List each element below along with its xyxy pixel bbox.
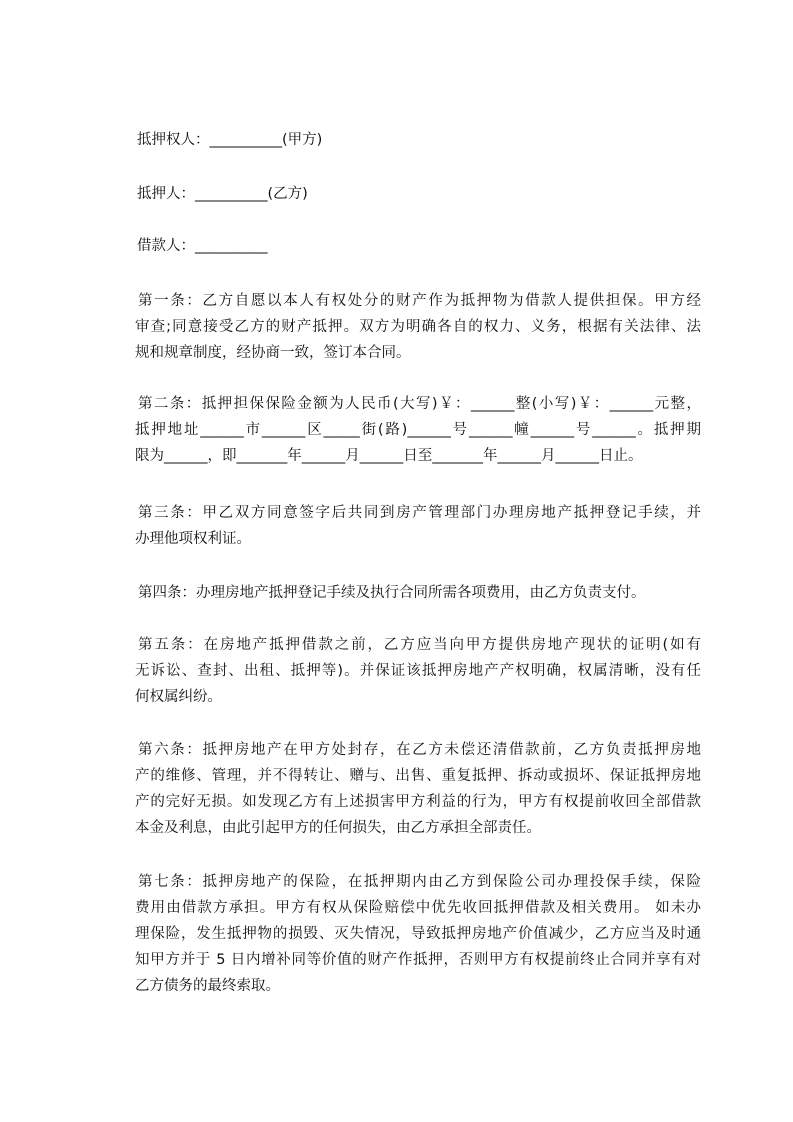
borrower-field: 借款人：__________ [137, 238, 268, 254]
article-6 [135, 737, 701, 841]
article-7 [135, 869, 701, 999]
article-5 [135, 632, 701, 710]
article-line: 产的维修、管理，并不得转让、赠与、出售、重复抵押、拆动或损坏、保证抵押房地 [135, 768, 701, 784]
article-4 [135, 580, 701, 606]
article-line: 审查;同意接受乙方的财产抵押。双方为明确各自的权力、义务，根据有关法律、法 [135, 319, 701, 335]
mortgagor-field: 抵押人：__________(乙方) [137, 186, 308, 202]
article-line: 第七条：抵押房地产的保险，在抵押期内由乙方到保险公司办理投保手续，保险 [138, 874, 701, 890]
article-3 [135, 500, 701, 552]
article-line: 无诉讼、查封、出租、抵押等)。并保证该抵押房地产产权明确，权属清晰，没有任 [135, 663, 701, 679]
article-line: 知甲方并于 5 日内增补同等价值的财产作抵押，否则甲方有权提前终止合同并享有对 [135, 952, 701, 968]
article-line: 何权属纠纷。 [135, 689, 222, 705]
article-line: 费用由借款方承担。甲方有权从保险赔偿中优先收回抵押借款及相关费用。 如未办 [135, 900, 701, 916]
article-line: 第四条：办理房地产抵押登记手续及执行合同所需各项费用，由乙方负责支付。 [138, 585, 646, 601]
article-line: 第三条：甲乙双方同意签字后共同到房产管理部门办理房地产抵押登记手续，并 [138, 505, 701, 521]
article-line: 产的完好无损。如发现乙方有上述损害甲方利益的行为，甲方有权提前收回全部借款 [135, 794, 701, 810]
article-line: 本金及利息，由此引起甲方的任何损失，由乙方承担全部责任。 [135, 820, 541, 836]
article-line: 第五条：在房地产抵押借款之前，乙方应当向甲方提供房地产现状的证明(如有 [138, 637, 701, 653]
article-line: 规和规章制度，经协商一致，签订本合同。 [135, 345, 411, 361]
article-line: 理保险，发生抵押物的损毁、灭失情况，导致抵押房地产价值减少，乙方应当及时通 [135, 926, 701, 942]
article-1 [135, 288, 701, 366]
article-2 [135, 391, 701, 469]
article-line: 抵押地址______市______区_____街(路)______号______幢______号______。抵押期 [135, 422, 701, 438]
article-line: 第二条：抵押担保保险金额为人民币(大写)￥：______整(小写)￥：______元整， [138, 396, 701, 412]
article-line: 限为______，即_______年______月______日至_______年______月______日止。 [135, 448, 643, 464]
article-line: 办理他项权利证。 [135, 531, 251, 547]
article-line: 第一条：乙方自愿以本人有权处分的财产作为抵押物为借款人提供担保。甲方经 [138, 293, 701, 309]
article-line: 乙方债务的最终索取。 [135, 978, 280, 994]
mortgagee-field: 抵押权人：__________(甲方) [137, 132, 323, 148]
article-line: 第六条：抵押房地产在甲方处封存，在乙方未偿还清借款前，乙方负责抵押房地 [138, 742, 701, 758]
